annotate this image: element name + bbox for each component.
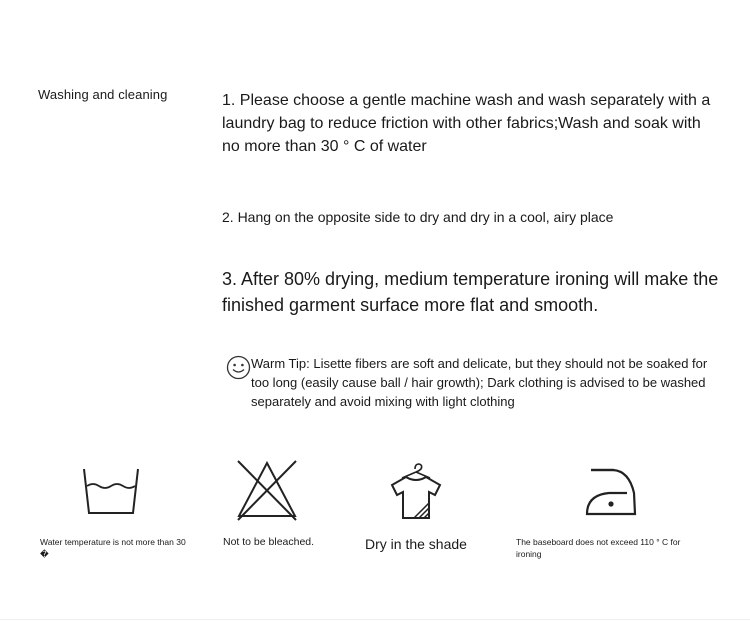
instruction-2: 2. Hang on the opposite side to dry and dry in a cool, airy place [222, 209, 614, 225]
bottom-divider [0, 619, 750, 620]
iron-icon [583, 465, 639, 517]
instruction-3: 3. After 80% drying, medium temperature ironing will make the finished garment surface more flat and smooth. [222, 269, 719, 315]
do-not-bleach-icon [235, 459, 299, 521]
wash-tub-icon [82, 466, 140, 516]
care-label-bleach: Not to be bleached. [223, 536, 315, 548]
smiley-face-icon [226, 355, 251, 380]
care-label-wash: Water temperature is not more than 30 � [40, 537, 186, 559]
care-label-iron: The baseboard does not exceed 110 ° C for ironing [516, 537, 681, 559]
warm-tip-text: Warm Tip: Lisette fibers are soft and delicate, but they should not be soaked for too long (easily cause ball / hair growth); Dark clothing is advised to be washed separately and avoid mixing with light clothing [251, 356, 708, 409]
dry-in-shade-icon [388, 461, 444, 521]
instruction-1: 1. Please choose a gentle machine wash and wash separately with a laundry bag to reduce friction with other fabrics;Wash and soak with no more than 30 ° C of water [222, 92, 711, 155]
care-label-dry: Dry in the shade [365, 536, 467, 552]
section-label: Washing and cleaning [38, 87, 168, 102]
